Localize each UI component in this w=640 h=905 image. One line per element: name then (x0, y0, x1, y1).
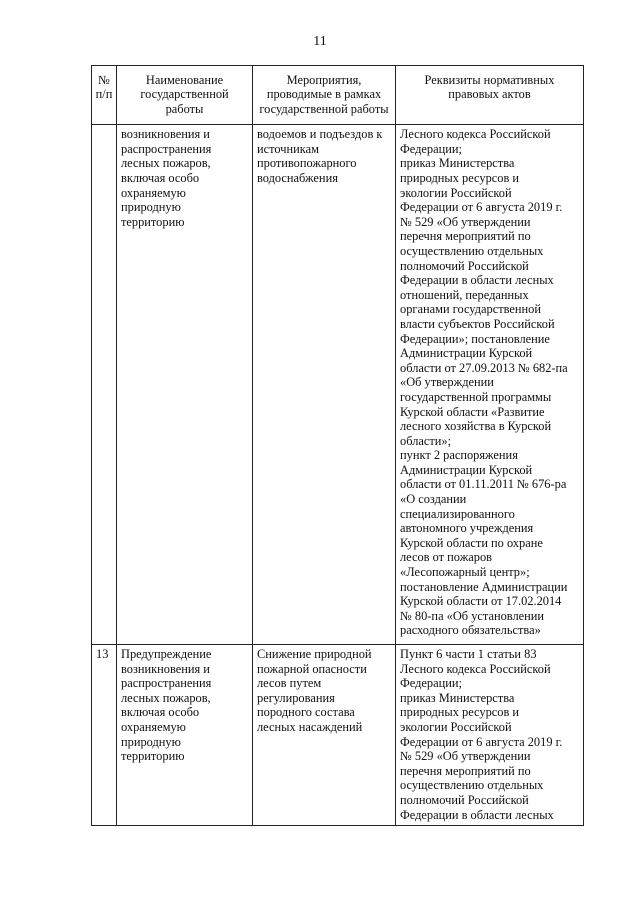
header-work-name: Наименование государственной работы (117, 66, 253, 125)
row-requisites: Лесного кодекса Российской Федерации; приказ Министерства природных ресурсов и экологии Российской Федерации от 6 августа 2019 г. № 529 «Об утверждении перечня мероприятий по осуществлению отдельных полномочий Российской Федерации в области лесных отношений, переданных органами государственной власти субъектов Российской Федерации»; постановление Администрации Курской области от 27.09.2013 № 682-па «Об утверждении государственной программы Курской области «Развитие лесного хозяйства в Курской области»; пункт 2 распоряжения Администрации Курской области от 01.11.2011 № 676-ра «О создании специализированного автономного учреждения Курской области по охране лесов от пожаров «Лесопожарный центр»; постановление Администрации Курской области от 17.02.2014 № 80-па «Об установлении расходного обязательства» (396, 125, 584, 645)
table-header-row (92, 66, 584, 125)
table-row (92, 645, 584, 826)
row-number (92, 125, 117, 645)
header-number: № п/п (92, 66, 117, 125)
regulations-table (91, 65, 584, 826)
header-requisites: Реквизиты нормативных правовых актов (396, 66, 584, 125)
row-requisites: Пункт 6 части 1 статьи 83 Лесного кодекса Российской Федерации; приказ Министерства природных ресурсов и экологии Российской Федерации от 6 августа 2019 г. № 529 «Об утверждении перечня мероприятий по осуществлению отдельных полномочий Российской Федерации в области лесных (396, 645, 584, 826)
row-activities: Снижение природной пожарной опасности лесов путем регулирования породного состава лесных насаждений (253, 645, 396, 826)
page-number: 11 (313, 34, 327, 49)
row-number: 13 (92, 645, 117, 826)
table-row (92, 125, 584, 645)
header-activities: Мероприятия, проводимые в рамках государственной работы (253, 66, 396, 125)
row-work-name: возникновения и распространения лесных пожаров, включая особо охраняемую природную территорию (117, 125, 253, 645)
row-work-name: Предупреждение возникновения и распространения лесных пожаров, включая особо охраняемую природную территорию (117, 645, 253, 826)
row-activities: водоемов и подъездов к источникам противопожарного водоснабжения (253, 125, 396, 645)
